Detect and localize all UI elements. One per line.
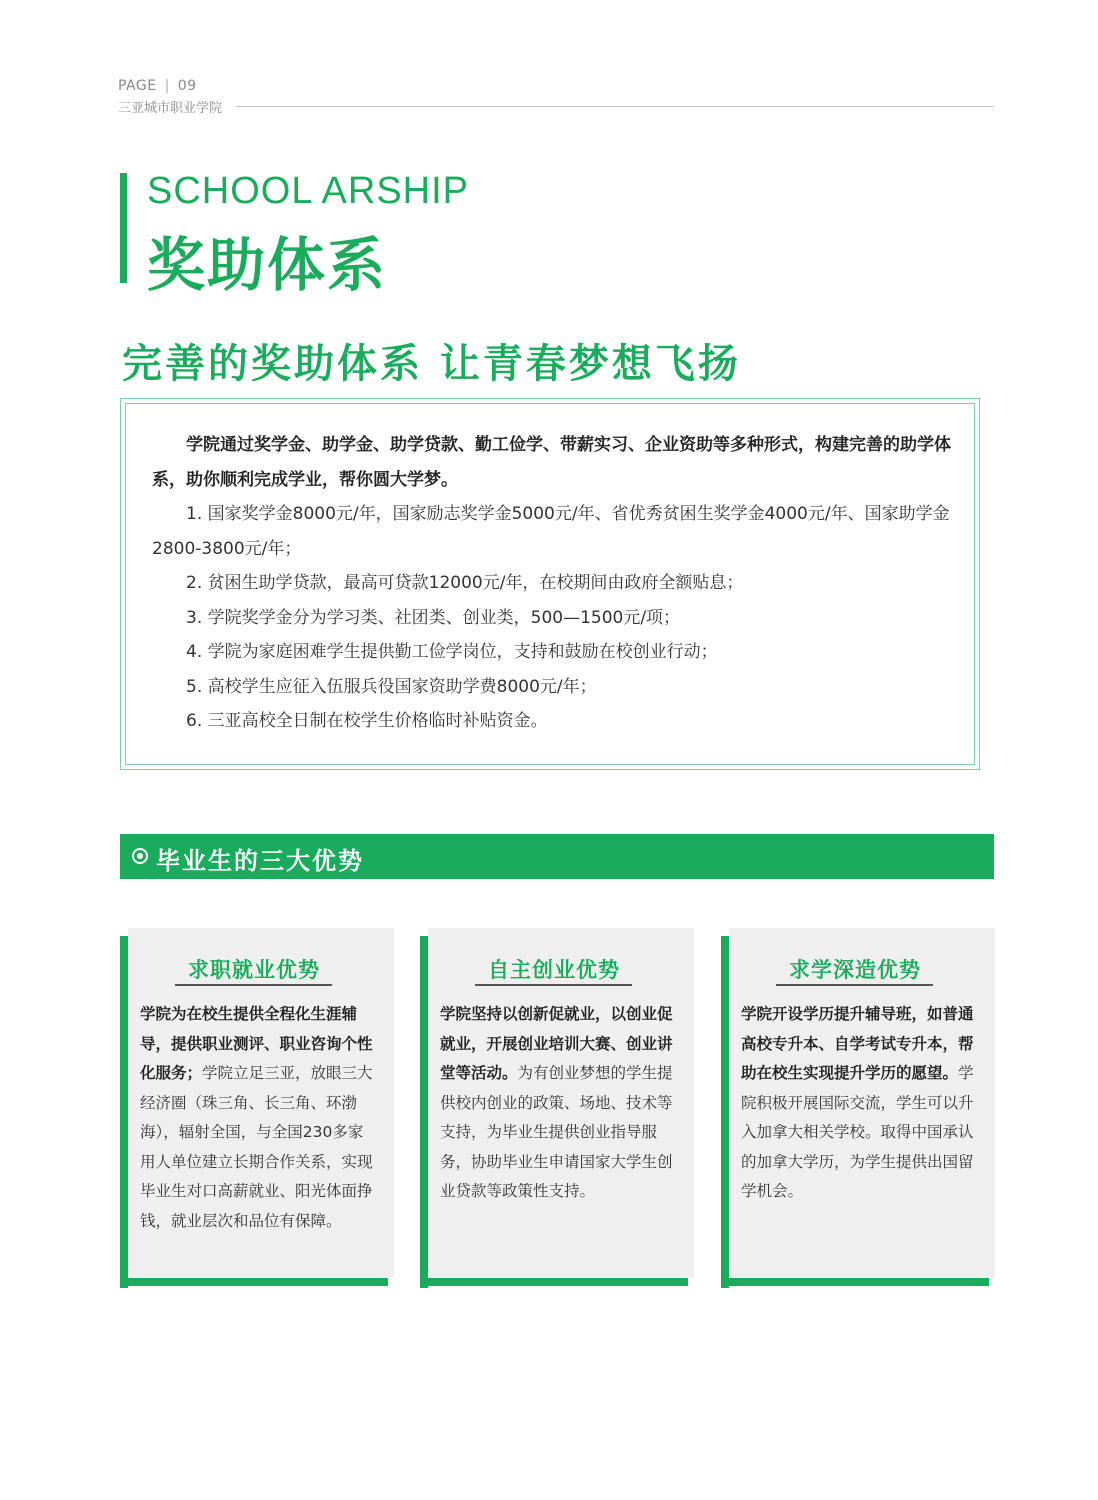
section-title: 毕业生的三大优势 (156, 847, 364, 875)
intro-item: 3. 学院奖学金分为学习类、社团类、创业类，500—1500元/项； (186, 607, 681, 628)
page-label: PAGE (118, 78, 157, 94)
card-accent-bottom (420, 1278, 688, 1286)
card-title-underline (475, 984, 632, 986)
intro-lead: 学院通过奖学金、助学金、助学贷款、勤工俭学、带薪实习、企业资助等多种形式，构建完善的助学体系，助你顺利完成学业，帮你圆大学梦。 (152, 435, 951, 490)
card-body (440, 1000, 676, 1207)
card-body-text: 学院立足三亚，放眼三大经济圈（珠三角、长三角、环渤海），辐射全国，与全国230多家用人单位建立长期合作关系，实现毕业生对口高薪就业、阳光体面挣钱，就业层次和品位有保障。 (140, 1064, 373, 1230)
intro-item: 5. 高校学生应征入伍服兵役国家资助学费8000元/年； (186, 676, 597, 697)
card-title: 求职就业优势 (188, 958, 320, 982)
advantage-card-entrepreneurship (420, 928, 688, 1288)
page-number-label (118, 78, 197, 94)
card-body-bold: 学院坚持以创新促就业，以创业促就业，开展创业培训大赛、创业讲堂等活动。 (440, 1005, 673, 1082)
page-number: 09 (177, 78, 197, 94)
card-title: 求学深造优势 (789, 958, 921, 982)
card-title-underline (175, 984, 332, 986)
title-english: SCHOOL ARSHIP (147, 170, 470, 212)
bullet-circle-icon (132, 848, 148, 864)
intro-item: 6. 三亚高校全日制在校学生价格临时补贴资金。 (186, 711, 548, 731)
card-accent-left (420, 936, 428, 1288)
advantage-card-further-study (721, 928, 989, 1288)
section-header (120, 834, 994, 879)
card-accent-left (721, 936, 729, 1288)
card-body-bold: 学院为在校生提供全程化生涯辅导，提供职业测评、职业咨询个性化服务； (140, 1005, 373, 1082)
card-body-text: 学院积极开展国际交流，学生可以升入加拿大相关学校。取得中国承认的加拿大学历，为学生提供出国留学机会。 (741, 1064, 974, 1200)
advantage-card-employment (120, 928, 388, 1288)
separator: | (164, 78, 170, 94)
intro-item: 4. 学院为家庭困难学生提供勤工俭学岗位，支持和鼓励在校创业行动； (186, 642, 718, 662)
intro-item: 1. 国家奖学金8000元/年，国家励志奖学金5000元/年、省优秀贫困生奖学金4000元/年、国家助学金2800-3800元/年； (152, 504, 950, 559)
intro-text (152, 428, 952, 739)
school-name: 三亚城市职业学院 (118, 101, 223, 116)
card-body (741, 1000, 977, 1207)
card-body-text: 为有创业梦想的学生提供校内创业的政策、场地、技术等支持，为毕业生提供创业指导服务，协助毕业生申请国家大学生创业贷款等政策性支持。 (440, 1064, 673, 1200)
slogan-heading: 完善的奖助体系 让青春梦想飞扬 (122, 341, 741, 387)
card-accent-bottom (721, 1278, 989, 1286)
card-title-underline (776, 984, 933, 986)
header-divider (236, 106, 994, 107)
card-accent-bottom (120, 1278, 388, 1286)
title-accent-bar (120, 173, 127, 283)
card-body (140, 1000, 376, 1236)
card-body-bold: 学院开设学历提升辅导班，如普通高校专升本、自学考试专升本，帮助在校生实现提升学历的愿望。 (741, 1005, 974, 1082)
page-title: 奖助体系 (147, 231, 388, 299)
card-accent-left (120, 936, 128, 1288)
intro-item: 2. 贫困生助学贷款，最高可贷款12000元/年，在校期间由政府全额贴息； (186, 573, 744, 593)
card-title: 自主创业优势 (488, 958, 620, 982)
